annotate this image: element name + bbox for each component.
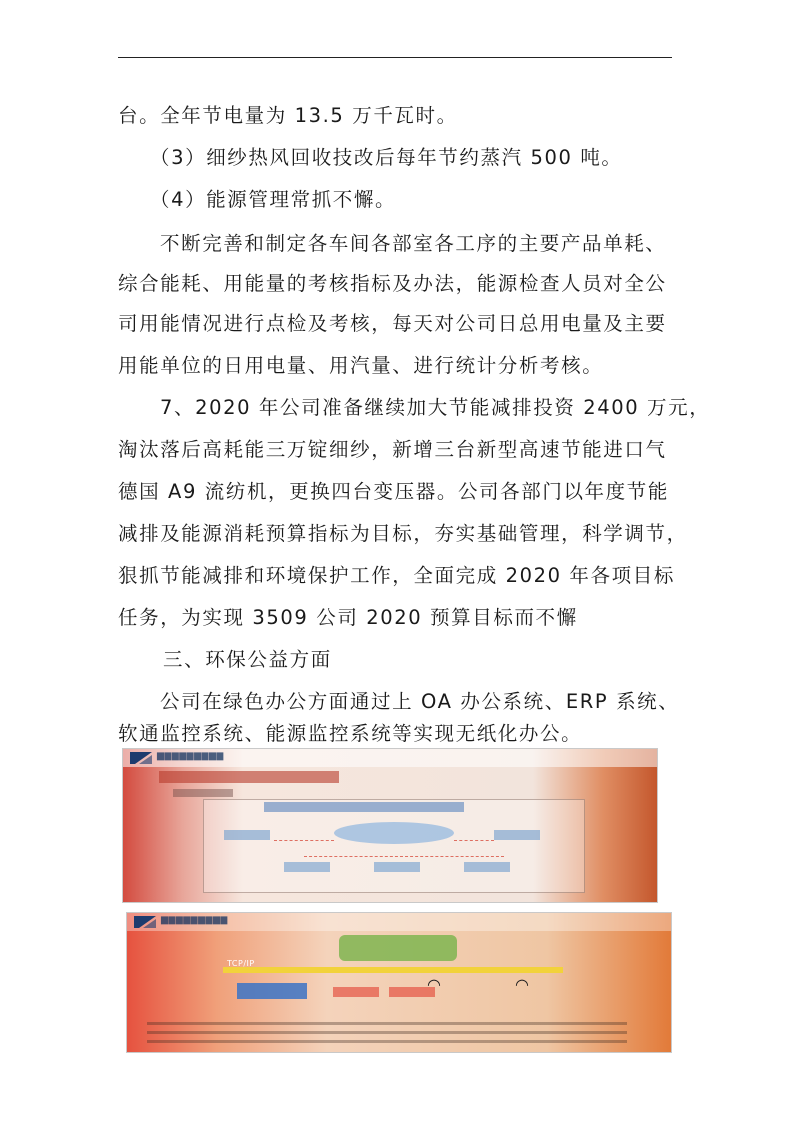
slide-photo-2 <box>126 912 672 1053</box>
paragraph-line: 台。全年节电量为 13.5 万千瓦时。 <box>118 104 458 127</box>
company-name-blur: ▆▆▆▆▆▆▆▆▆ <box>161 915 228 925</box>
slide-photo-1 <box>122 748 658 903</box>
diagram-node <box>374 862 420 872</box>
caption-blur <box>147 1017 627 1043</box>
company-name-blur: ▆▆▆▆▆▆▆▆▆ <box>157 751 224 761</box>
paragraph-line: 7、2020 年公司准备继续加大节能减排投资 2400 万元， <box>160 396 711 419</box>
paragraph-line: 综合能耗、用能量的考核指标及办法，能源检查人员对全公 <box>118 272 667 295</box>
diagram-node <box>224 830 270 840</box>
network-cloud <box>334 822 454 844</box>
company-logo-icon <box>133 915 157 929</box>
paragraph-line: 不断完善和制定各车间各部室各工序的主要产品单耗、 <box>160 232 667 255</box>
diagram-link <box>304 856 504 857</box>
section-heading: 三、环保公益方面 <box>163 648 332 671</box>
company-logo-icon <box>129 751 153 765</box>
header-rule <box>118 57 672 58</box>
slide-subtitle-blur <box>173 789 233 797</box>
list-item: （3）细纱热风回收技改后每年节约蒸汽 500 吨。 <box>150 146 623 169</box>
diagram-link <box>454 840 494 841</box>
paragraph-line: 公司在绿色办公方面通过上 OA 办公系统、ERP 系统、 <box>160 690 680 713</box>
wireless-icon: ◠ <box>427 975 441 994</box>
diagram-panel <box>203 799 585 893</box>
paragraph-line: 用能单位的日用电量、用汽量、进行统计分析考核。 <box>118 354 604 377</box>
diagram-node <box>284 862 330 872</box>
paragraph-line: 司用能情况进行点检及考核，每天对公司日总用电量及主要 <box>118 312 667 335</box>
paragraph-line: 减排及能源消耗预算指标为目标，夯实基础管理，科学调节， <box>118 522 688 545</box>
paragraph-line: 软通监控系统、能源监控系统等实现无纸化办公。 <box>118 722 583 745</box>
database-block <box>339 935 457 961</box>
diagram-title-blur <box>264 802 464 812</box>
diagram-node <box>494 830 540 840</box>
paragraph-line: 狠抓节能减排和环境保护工作，全面完成 2020 年各项目标 <box>118 564 675 587</box>
wireless-icon: ◠ <box>515 975 529 994</box>
paragraph-line: 德国 A9 流纺机，更换四台变压器。公司各部门以年度节能 <box>118 480 669 503</box>
diagram-node <box>464 862 510 872</box>
paragraph-line: 任务，为实现 3509 公司 2020 预算目标而不懈 <box>118 606 578 629</box>
slide-title-blur <box>159 771 339 783</box>
device-node <box>333 987 379 997</box>
paragraph-line: 淘汰落后高耗能三万锭细纱，新增三台新型高速节能进口气 <box>118 438 667 461</box>
bus-label: TCP/IP <box>227 959 255 968</box>
diagram-link <box>274 840 334 841</box>
server-block <box>237 983 307 999</box>
network-bus <box>223 967 563 973</box>
list-item: （4）能源管理常抓不懈。 <box>150 188 397 211</box>
